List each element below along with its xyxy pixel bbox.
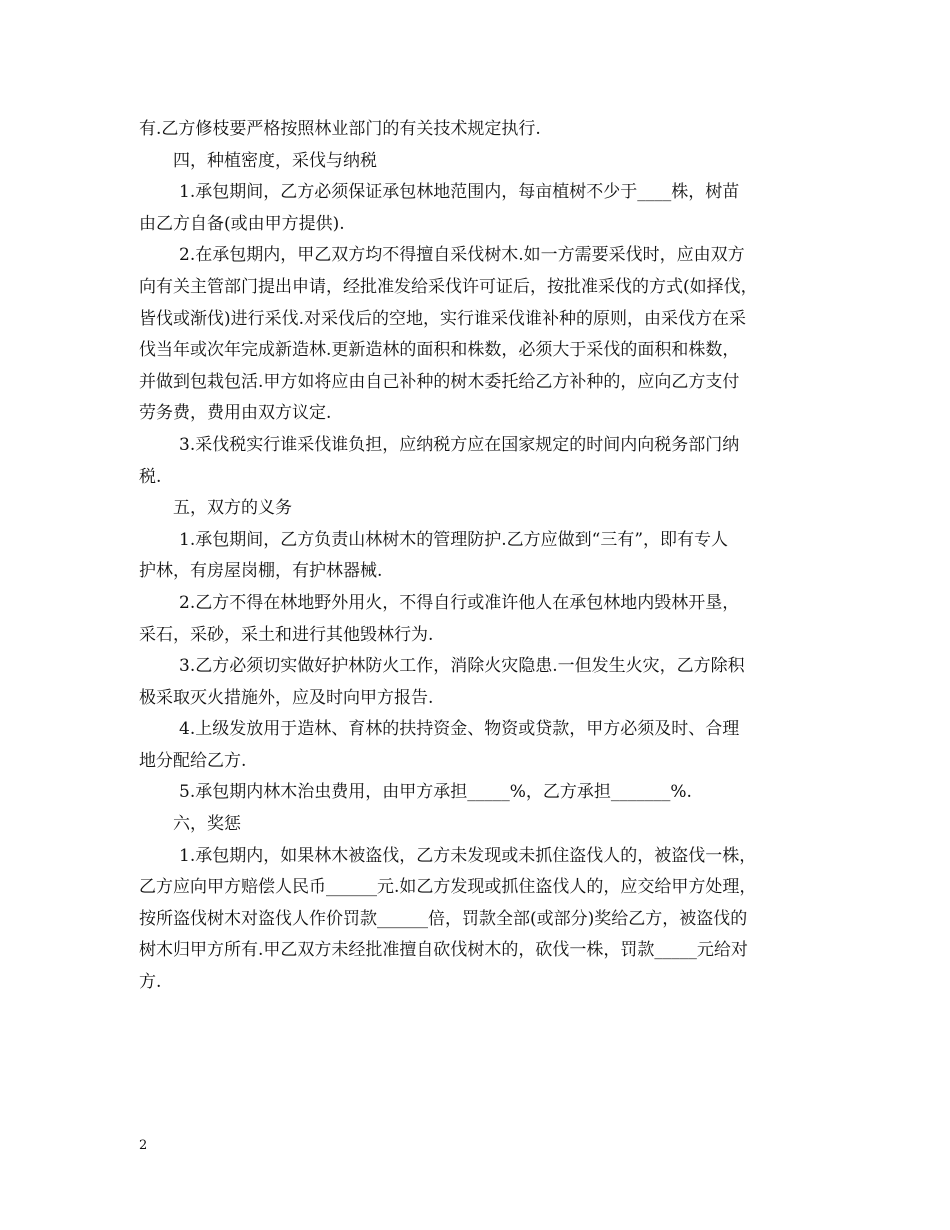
- text-line: 1.承包期间，乙方必须保证承包林地范围内，每亩植树不少于____株，树苗: [179, 182, 740, 203]
- text-line: 4.上级发放用于造林、育林的扶持资金、物资或贷款，甲方必须及时、合理: [179, 719, 740, 740]
- section-heading: 六，奖惩: [173, 814, 241, 835]
- text-line: 税.: [139, 466, 162, 487]
- text-line: 1.承包期内，如果林木被盗伐，乙方未发现或未抓住盗伐人的，被盗伐一株，: [179, 845, 757, 866]
- text-line: 按所盗伐树木对盗伐人作价罚款______倍，罚款全部(或部分)奖给乙方，被盗伐的: [139, 908, 748, 929]
- text-line: 并做到包栽包活.甲方如将应由自己补种的树木委托给乙方补种的，应向乙方支付: [139, 371, 740, 392]
- contract-body-text: [139, 114, 819, 999]
- text-line: 1.承包期间，乙方负责山林树木的管理防护.乙方应做到“三有”，即有专人: [179, 529, 729, 550]
- text-line: 采石，采砂，采土和进行其他毁林行为.: [139, 624, 434, 645]
- text-line: 地分配给乙方.: [139, 750, 247, 771]
- text-line: 皆伐或渐伐)进行采伐.对采伐后的空地，实行谁采伐谁补种的原则，由采伐方在采: [139, 308, 747, 329]
- text-line: 2.在承包期内，甲乙双方均不得擅自采伐树木.如一方需要采伐时，应由双方: [179, 245, 745, 266]
- section-heading: 五，双方的义务: [173, 498, 292, 519]
- text-line: 乙方应向甲方赔偿人民币______元.如乙方发现或抓住盗伐人的，应交给甲方处理，: [139, 877, 757, 898]
- page-number: 2: [139, 1138, 148, 1153]
- text-line: 护林，有房屋岗棚，有护林器械.: [139, 561, 383, 582]
- text-line: 伐当年或次年完成新造林.更新造林的面积和株数，必须大于采伐的面积和株数，: [139, 340, 740, 361]
- text-line: 方.: [139, 972, 162, 993]
- text-line: 向有关主管部门提出申请，经批准发给采伐许可证后，按批准采伐的方式(如择伐，: [139, 276, 758, 297]
- text-line: 有.乙方修枝要严格按照林业部门的有关技术规定执行.: [139, 119, 541, 139]
- section-heading: 四，种植密度，采伐与纳税: [173, 150, 377, 171]
- text-line: 3.采伐税实行谁采伐谁负担，应纳税方应在国家规定的时间内向税务部门纳: [179, 434, 740, 455]
- text-line: 劳务费，费用由双方议定.: [139, 403, 332, 424]
- text-line: 5.承包期内林木治虫费用，由甲方承担_____%，乙方承担_______%.: [179, 782, 692, 803]
- text-line: 2.乙方不得在林地野外用火，不得自行或准许他人在承包林地内毁林开垦，: [179, 592, 740, 613]
- text-line: 3.乙方必须切实做好护林防火工作，消除火灾隐患.一但发生火灾，乙方除积: [179, 656, 745, 677]
- text-line: 树木归甲方所有.甲乙双方未经批准擅自砍伐树木的，砍伐一株，罚款_____元给对: [139, 940, 748, 961]
- text-line: 由乙方自备(或由甲方提供).: [139, 213, 345, 234]
- text-line: 极采取灭火措施外，应及时向甲方报告.: [139, 687, 434, 708]
